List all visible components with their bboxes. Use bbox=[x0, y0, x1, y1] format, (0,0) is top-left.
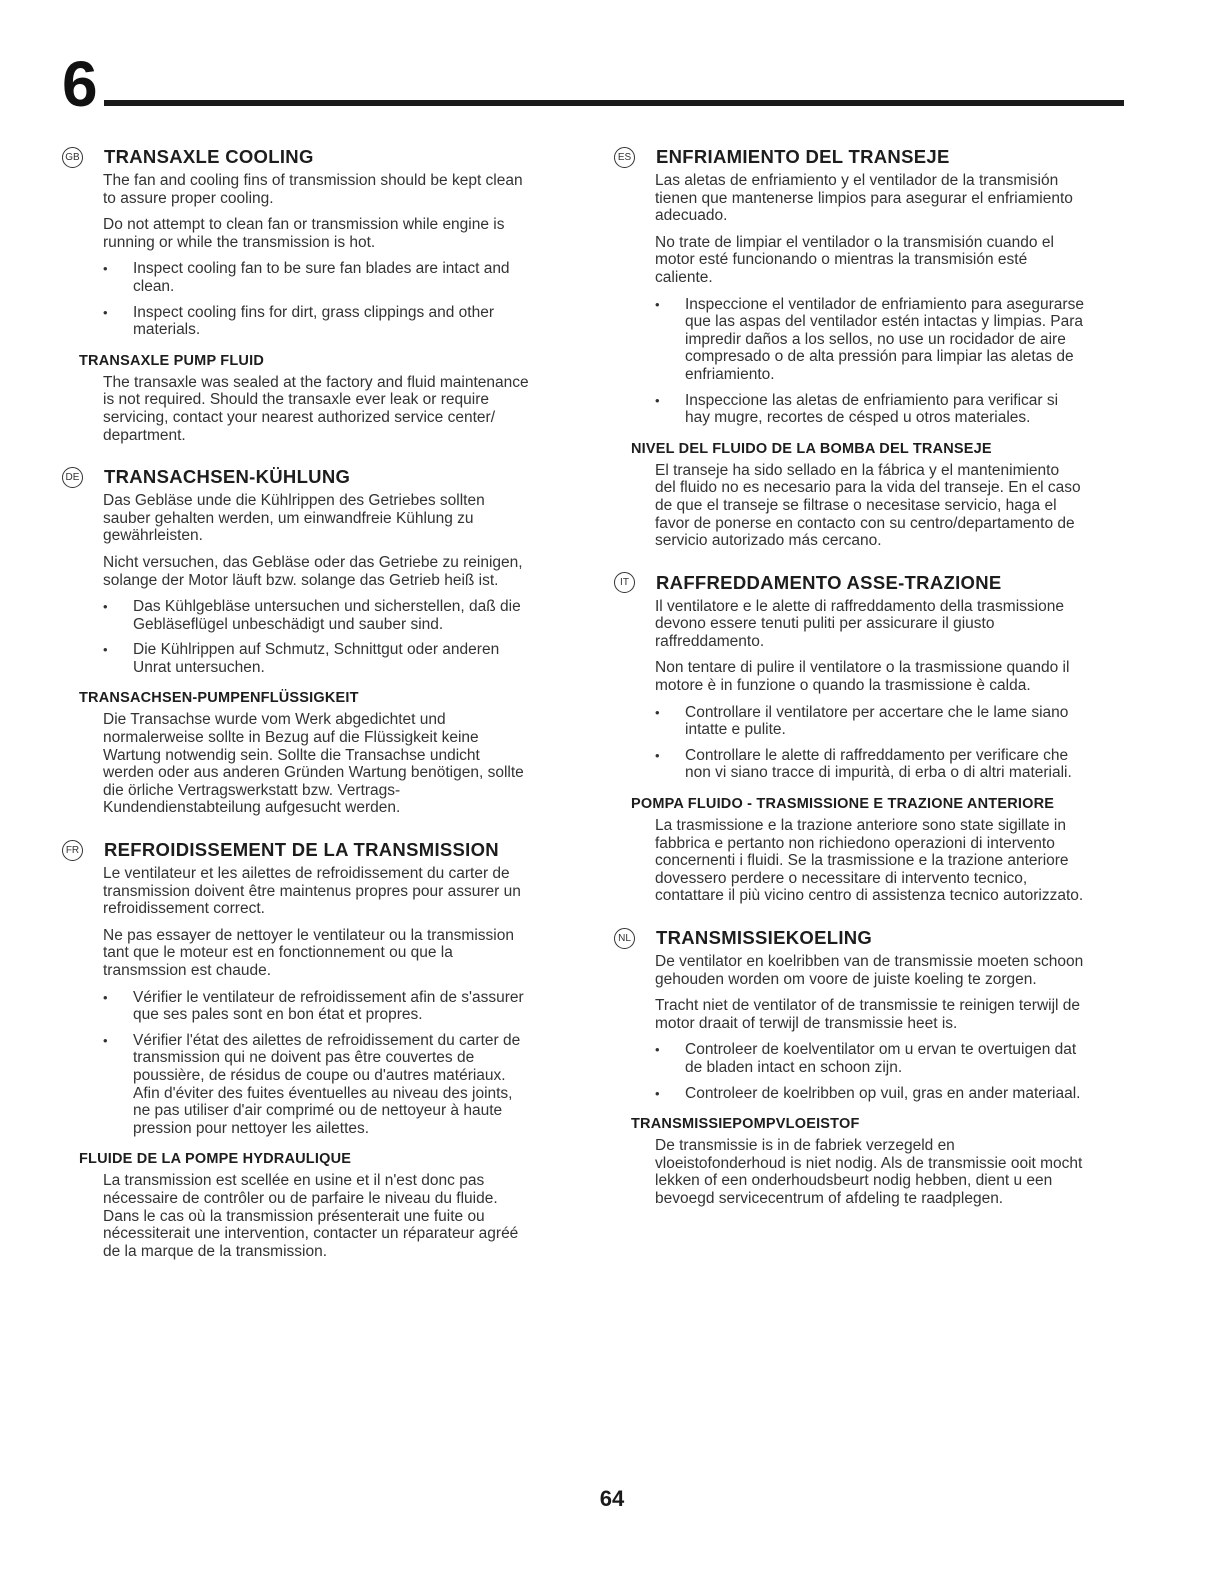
paragraph: Ne pas essayer de nettoyer le ventilateur ou la transmission tant que le moteur est en fonctionnement ou que la transmssion est chaude. bbox=[103, 926, 514, 979]
chapter-number: 6 bbox=[62, 48, 98, 120]
bullet-item: • Controleer de koelribben op vuil, gras en ander materiaal. bbox=[655, 1085, 1084, 1103]
section-header bbox=[62, 839, 532, 861]
bullet-item: • Inspect cooling fan to be sure fan blades are intact and clean. bbox=[103, 260, 532, 295]
language-badge-it: IT bbox=[614, 572, 635, 593]
paragraph: No trate de limpiar el ventilador o la transmisión cuando el motor esté funcionando o mientras la transmisión esté caliente. bbox=[655, 233, 1054, 286]
bullet-list bbox=[655, 296, 1084, 427]
bullet-item: • Inspeccione el ventilador de enfriamiento para asegurarse que las aspas del ventilador estén intactas y limpias. Para impredir daños a los sellos, no use un rocidador de aire compresado o de alta pressión para limpiar las aletas de enfriamiento. bbox=[655, 296, 1084, 384]
section-header bbox=[614, 146, 1084, 168]
paragraph: La trasmissione e la trazione anteriore sono state sigillate in fabbrica e pertanto non richiedono operazioni di intervento concernenti i fluidi. Se la trasmissione e la trazione anteriore dovessero perdere o necessitare di intervento tecnico, contattare il più vicino centro di assistenza tecnico autorizzato. bbox=[655, 817, 1084, 905]
section-title: RAFFREDDAMENTO ASSE-TRAZIONE bbox=[656, 571, 1002, 593]
subsection-body bbox=[614, 462, 1084, 550]
section-de bbox=[62, 466, 532, 817]
paragraph: Las aletas de enfriamiento y el ventilador de la transmisión tienen que mantenerse limpios para asegurar el enfriamiento adecuado. bbox=[655, 172, 1073, 225]
subsection-title: TRANSMISSIEPOMPVLOEISTOF bbox=[631, 1116, 860, 1133]
language-badge-fr: FR bbox=[62, 840, 83, 861]
section-body bbox=[62, 865, 532, 1137]
paragraph: La transmission est scellée en usine et il n'est donc pas nécessaire de contrôler ou de parfaire le niveau du fluide. Dans le cas où la transmission présenterait une fuite ou nécessiterait une intervention, contacter un réparateur agréé de la marque de la transmission. bbox=[103, 1172, 519, 1260]
language-badge-nl: NL bbox=[614, 928, 635, 949]
paragraph: Le ventilateur et les ailettes de refroidissement du carter de transmission doivent être maintenus propres pour assurer un refroidissement correct. bbox=[103, 865, 521, 918]
paragraph: El transeje ha sido sellado en la fábrica y el mantenimiento del fluido no es necesario para la vida del transeje. En el caso de que el transeje se filtrase o necesitase servicio, haga el favor de ponerse en contacto con su centro/departamento de servicio autorizado más cercano. bbox=[655, 461, 1081, 550]
subsection-body bbox=[62, 1172, 532, 1260]
subsection-title: NIVEL DEL FLUIDO DE LA BOMBA DEL TRANSEJE bbox=[631, 440, 992, 457]
subsection-title: TRANSACHSEN-PUMPENFLÜSSIGKEIT bbox=[79, 690, 359, 707]
bullet-item: • Vérifier l'état des ailettes de refroidissement du carter de transmission qui ne doivent pas être couvertes de poussière, de résidus de coupe ou d'autres matériaux. Afin d'éviter des fuites éventuelles au niveau des joints, ne pas utiliser d'air comprimé ou de nettoyeur à haute pression pour nettoyer les ailettes. bbox=[103, 1032, 532, 1138]
bullet-list bbox=[103, 598, 532, 676]
paragraph: Die Transachse wurde vom Werk abgedichtet und normalerweise sollte in Bezug auf die Flüssigkeit keine Wartung notwendig sein. Sollte die Transachse undicht werden oder aus anderen Gründen Wartung benötigen, sollte die örliche Vertragswerkstatt bzw. Vertrags-Kundendienstabteilung aufgesucht werden. bbox=[103, 711, 524, 817]
paragraph: Il ventilatore e le alette di raffreddamento della trasmissione devono essere tenuti puliti per assicurare il giusto raffreddamento. bbox=[655, 597, 1064, 650]
bullet-list bbox=[103, 260, 532, 338]
bullet-item: • Controleer de koelventilator om u ervan te overtuigen dat de bladen intact en schoon zijn. bbox=[655, 1041, 1084, 1076]
section-header bbox=[62, 146, 532, 168]
subsection-title: TRANSAXLE PUMP FLUID bbox=[79, 352, 264, 369]
paragraph: De transmissie is in de fabriek verzegeld en vloeistofonderhoud is niet nodig. Als de transmissie ooit mocht lekken of een onderhoudsbeurt nodig hebben, dient u een bevoegd servicecentrum of afdeling te raadplegen. bbox=[655, 1137, 1083, 1207]
paragraph: Das Gebläse unde die Kühlrippen des Getriebes sollten sauber gehalten werden, um einwandfreie Kühlung zu gewährleisten. bbox=[103, 492, 485, 545]
bullet-item: • Controllare le alette di raffreddamento per verificare che non vi siano tracce di impurità, di erba o di altri materiali. bbox=[655, 747, 1084, 782]
section-title: REFROIDISSEMENT DE LA TRANSMISSION bbox=[104, 839, 499, 861]
language-badge-de: DE bbox=[62, 467, 83, 488]
bullet-list bbox=[655, 1041, 1084, 1102]
section-header bbox=[614, 927, 1084, 949]
section-title: ENFRIAMIENTO DEL TRANSEJE bbox=[656, 146, 950, 167]
bullet-list bbox=[655, 704, 1084, 782]
section-header bbox=[62, 466, 532, 488]
section-body bbox=[614, 172, 1084, 427]
bullet-item: • Die Kühlrippen auf Schmutz, Schnittgut oder anderen Unrat untersuchen. bbox=[103, 641, 532, 676]
paragraph: Do not attempt to clean fan or transmission while engine is running or while the transmission is hot. bbox=[103, 216, 505, 251]
paragraph: Tracht niet de ventilator of de transmissie te reinigen terwijl de motor draait of terwijl de transmissie heet is. bbox=[655, 997, 1081, 1032]
section-title: TRANSMISSIEKOELING bbox=[656, 927, 873, 948]
paragraph: The fan and cooling fins of transmission should be kept clean to assure proper cooling. bbox=[103, 172, 523, 207]
section-es bbox=[614, 146, 1084, 550]
section-gb bbox=[62, 146, 532, 444]
paragraph: The transaxle was sealed at the factory and fluid maintenance is not required. Should the transaxle ever leak or require servicing, contact your nearest authorized service center/ department. bbox=[103, 373, 529, 444]
bullet-item: • Inspect cooling fins for dirt, grass clippings and other materials. bbox=[103, 304, 532, 339]
paragraph: Nicht versuchen, das Gebläse oder das Getriebe zu reinigen, solange der Motor läuft bzw. solange das Getrieb heiß ist. bbox=[103, 553, 523, 589]
subsection-body bbox=[614, 1137, 1084, 1207]
section-body bbox=[62, 492, 532, 676]
subsection-title: POMPA FLUIDO - TRASMISSIONE E TRAZIONE ANTERIORE bbox=[631, 796, 1055, 813]
paragraph: De ventilator en koelribben van de transmissie moeten schoon gehouden worden om voore de juiste koeling te zorgen. bbox=[655, 953, 1084, 988]
page-number: 64 bbox=[599, 1486, 625, 1511]
section-nl bbox=[614, 927, 1084, 1208]
section-fr bbox=[62, 839, 532, 1260]
section-body bbox=[62, 172, 532, 339]
subsection-body bbox=[62, 374, 532, 444]
bullet-list bbox=[103, 989, 532, 1138]
section-title: TRANSACHSEN-KÜHLUNG bbox=[104, 466, 351, 488]
subsection-body bbox=[62, 711, 532, 817]
right-column bbox=[614, 146, 1084, 1230]
section-it bbox=[614, 572, 1084, 905]
bullet-item: • Inspeccione las aletas de enfriamiento para verificar si hay mugre, recortes de césped u otros materiales. bbox=[655, 392, 1084, 427]
section-title: TRANSAXLE COOLING bbox=[104, 146, 314, 167]
subsection-body bbox=[614, 817, 1084, 905]
bullet-item: • Vérifier le ventilateur de refroidissement afin de s'assurer que ses pales sont en bon état et propres. bbox=[103, 989, 532, 1024]
paragraph: Non tentare di pulire il ventilatore o la trasmissione quando il motore è in funzione o quando la trasmissione è calda. bbox=[655, 659, 1070, 695]
language-badge-gb: GB bbox=[62, 147, 83, 168]
subsection-title: FLUIDE DE LA POMPE HYDRAULIQUE bbox=[79, 1151, 352, 1168]
chapter-rule bbox=[104, 100, 1124, 106]
section-header bbox=[614, 572, 1084, 594]
bullet-item: • Das Kühlgebläse untersuchen und sicherstellen, daß die Gebläseflügel unbeschädigt und sauber sind. bbox=[103, 598, 532, 633]
left-column bbox=[62, 146, 532, 1282]
bullet-item: • Controllare il ventilatore per accertare che le lame siano intatte e pulite. bbox=[655, 704, 1084, 739]
language-badge-es: ES bbox=[614, 147, 635, 168]
section-body bbox=[614, 598, 1084, 782]
section-body bbox=[614, 953, 1084, 1102]
